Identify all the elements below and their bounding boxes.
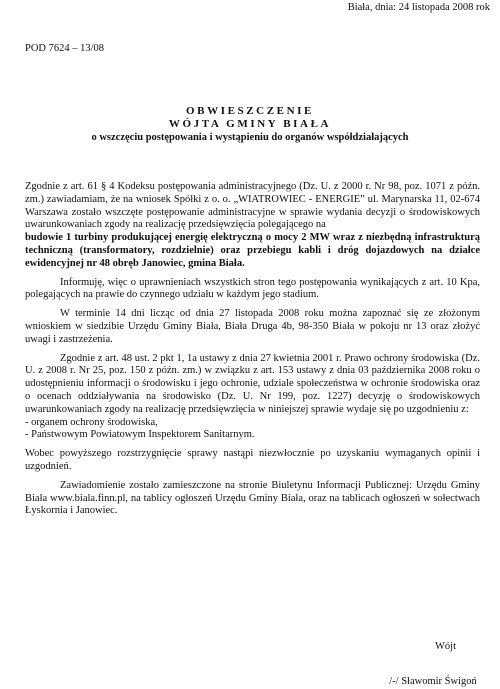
list-item: - Państwowym Powiatowym Inspektorem Sanitarnym. bbox=[25, 429, 255, 441]
title-line-1: OBWIESZCZENIE bbox=[186, 105, 314, 117]
document-body bbox=[25, 181, 480, 524]
title-line-3: o wszczęciu postępowania i wystąpieniu do organów współdziałających bbox=[91, 132, 409, 143]
place-date: Biała, dnia: 24 listopada 2008 rok bbox=[347, 2, 490, 13]
paragraph-resolution: Wobec powyższego rozstrzygnięcie sprawy nastąpi niezwłocznie po uzyskaniu wymaganych opinii i uzgodnień. bbox=[25, 448, 480, 472]
paragraph-legal-basis: Zgodnie z art. 48 ust. 2 pkt 1, 1a ustawy z dnia 27 kwietnia 2001 r. Prawo ochrony środowiska (Dz. U. z 2008 r. Nr 25, poz. 150 z późn. zm.) w związku z art. 153 ustawy z dnia 03 października 2008 roku o udostępnieniu informacji o środowisku i jego ochronie, udziale społeczeństwa w ochronie środowiska oraz o ocenach oddziaływania na środowisko (Dz. U. Nr 199, poz. 1227) decyzję o środowiskowych uwarunkowaniach zgody na realizację przedsięwzięcia w niniejszej sprawie wydaje się po uzgodnieniu z: bbox=[25, 352, 480, 415]
title-line-2: WÓJTA GMINY BIAŁA bbox=[168, 118, 332, 130]
reference-number: POD 7624 – 13/08 bbox=[25, 43, 105, 54]
paragraph-rights: Informuję, więc o uprawnieniach wszystkich stron tego postępowania wynikających z art. 10 Kpa, polegających na prawie do czynnego udziału w każdym jego stadium. bbox=[25, 276, 480, 301]
signature-block bbox=[378, 641, 488, 687]
list-item: - organem ochrony środowiska, bbox=[25, 416, 158, 428]
paragraph-project-description: budowie 1 turbiny produkującej energię elektryczną o mocy 2 MW wraz z niezbędną infrastrukturą techniczną (transformatory, rozdzielnie) oraz przebiegu kabli i dróg dojazdowych na działce ewidencyjnej nr 48 obręb Janowiec, gmina Biała. bbox=[25, 232, 480, 269]
signature-name: /-/ Sławomir Świgoń bbox=[389, 676, 477, 687]
paragraph-publication: Zawiadomienie zostało zamieszczone na stronie Biuletynu Informacji Publicznej: Urzędu Gminy Biała www.biala.finn.pl, na tablicy ogłoszeń Urzędu Gminy Biała, oraz na tablicach ogłoszeń w sołectwach Łyskornia i Janowiec. bbox=[25, 479, 480, 517]
paragraph-1: Zgodnie z art. 61 § 4 Kodeksu postępowania administracyjnego (Dz. U. z 2000 r. Nr 98, poz. 1071 z późn. zm.) zawiadamiam, że na wniosek Spółki z o. o. „WIATROWIEC - ENERGIE” ul. Marynarska 11, 02-674 Warszawa zostało wszczęte postępowanie administracyjne w sprawie wydania decyzji o środowiskowych uwarunkowaniach zgody na realizację przedsięwzięcia polegającego na bbox=[25, 181, 480, 231]
document-title bbox=[0, 105, 500, 144]
paragraph-deadline: W terminie 14 dni licząc od dnia 27 listopada 2008 roku można zapoznać się ze złożonym wnioskiem w siedzibie Urzędu Gminy Biała, Biała Druga 4b, 98-350 Biała w pokoju nr 13 oraz złożyć uwagi i zastrzeżenia. bbox=[25, 308, 480, 345]
signature-title: Wójt bbox=[435, 641, 456, 652]
